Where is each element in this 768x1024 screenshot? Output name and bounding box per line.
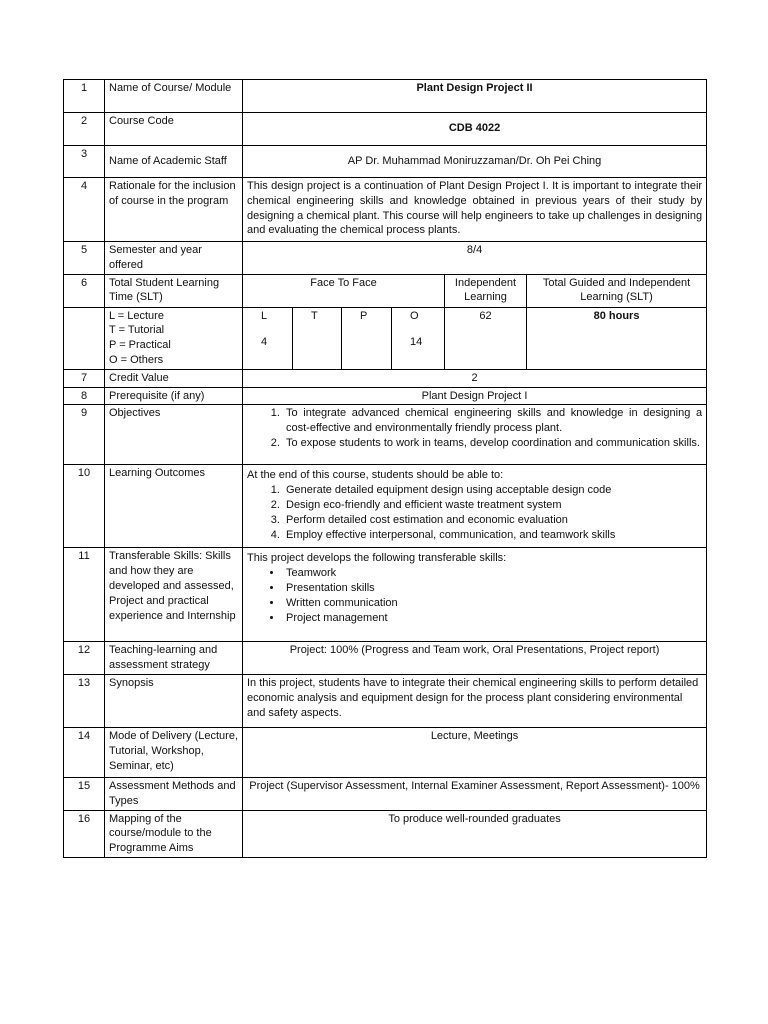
- course-code-value: CDB 4022: [243, 113, 707, 146]
- row-course-name: [64, 80, 707, 113]
- slt-col-label: P: [360, 309, 368, 322]
- teaching-strategy-value: Project: 100% (Progress and Team work, Oral Presentations, Project report): [243, 642, 707, 675]
- slt-practical: [342, 307, 392, 369]
- synopsis-value: In this project, students have to integrate their chemical engineering skills to perform detailed economic analysis and equipment design for the process plant considering environmental and safety aspects.: [243, 674, 707, 727]
- row-number: 8: [64, 387, 105, 405]
- row-transferable-skills: [64, 548, 707, 642]
- row-credit: [64, 369, 707, 387]
- slt-legend: [105, 307, 243, 369]
- row-label: Rationale for the inclusion of course in the program: [105, 178, 243, 242]
- skill-item: • Project management: [283, 611, 702, 626]
- independent-learning-header: Independent Learning: [445, 274, 527, 307]
- semester-value: 8/4: [243, 242, 707, 275]
- face-to-face-header: Face To Face: [243, 274, 445, 307]
- learning-outcomes-cell: [243, 465, 707, 548]
- total-guided-header: Total Guided and Independent Learning (SLT): [527, 274, 707, 307]
- academic-staff-value: AP Dr. Muhammad Moniruzzaman/Dr. Oh Pei Ching: [243, 146, 707, 178]
- row-objectives: [64, 405, 707, 465]
- objective-item: 2. To expose students to work in teams, develop coordination and communication skills.: [283, 436, 702, 451]
- row-label: Prerequisite (if any): [105, 387, 243, 405]
- row-label: Name of Course/ Module: [105, 80, 243, 113]
- row-label: Total Student Learning Time (SLT): [105, 274, 243, 307]
- row-assessment-methods: [64, 777, 707, 810]
- row-number: 11: [64, 548, 105, 642]
- row-label: Mapping of the course/module to the Programme Aims: [105, 810, 243, 857]
- slt-col-label: L: [261, 309, 268, 322]
- learning-outcome-item: 4. Employ effective interpersonal, communication, and teamwork skills: [283, 528, 702, 543]
- transferable-skills-cell: [243, 548, 707, 642]
- row-academic-staff: [64, 146, 707, 178]
- slt-others: [392, 307, 445, 369]
- row-synopsis: [64, 674, 707, 727]
- row-number: 16: [64, 810, 105, 857]
- skill-item: • Presentation skills: [283, 581, 702, 596]
- independent-learning-value: 62: [445, 307, 527, 369]
- rationale-value: This design project is a continuation of Plant Design Project I. It is important to integrate their chemical engineering skills and knowledge obtained in previous years of their study by designing a chemical plant. This course will help engineers to take up challenges in designing and evaluating the chemical process plants.: [243, 178, 707, 242]
- row-number: 3: [64, 146, 105, 178]
- row-slt-header: [64, 274, 707, 307]
- row-rationale: [64, 178, 707, 242]
- course-info-table: [63, 79, 707, 858]
- total-slt-value: 80 hours: [527, 307, 707, 369]
- learning-outcomes-intro: At the end of this course, students should be able to:: [247, 469, 504, 482]
- row-teaching-strategy: [64, 642, 707, 675]
- slt-others-value: 14: [410, 336, 423, 349]
- row-label: Mode of Delivery (Lecture, Tutorial, Workshop, Seminar, etc): [105, 727, 243, 777]
- row-label: Semester and year offered: [105, 242, 243, 275]
- row-course-code: [64, 113, 707, 146]
- slt-legend-item: P = Practical: [109, 339, 171, 352]
- learning-outcome-item: 1. Generate detailed equipment design using acceptable design code: [283, 483, 702, 498]
- transferable-skills-intro: This project develops the following transferable skills:: [247, 552, 507, 565]
- slt-lecture-value: 4: [261, 336, 268, 349]
- slt-col-label: O: [410, 309, 419, 322]
- slt-legend-item: L = Lecture: [109, 309, 164, 322]
- row-label: Assessment Methods and Types: [105, 777, 243, 810]
- slt-col-label: T: [311, 309, 318, 322]
- programme-mapping-value: To produce well-rounded graduates: [243, 810, 707, 857]
- row-number: 12: [64, 642, 105, 675]
- row-label: Transferable Skills: Skills and how they are developed and assessed, Project and practical experience and Internship: [105, 548, 243, 642]
- slt-legend-item: T = Tutorial: [109, 324, 165, 337]
- row-prerequisite: [64, 387, 707, 405]
- row-semester: [64, 242, 707, 275]
- row-number: 9: [64, 405, 105, 465]
- prerequisite-value: Plant Design Project I: [243, 387, 707, 405]
- objective-item: 1. To integrate advanced chemical engineering skills and knowledge in designing a cost-effective and environmentally friendly process plant.: [283, 406, 702, 436]
- row-number: 13: [64, 674, 105, 727]
- skill-item: • Teamwork: [283, 566, 702, 581]
- row-programme-mapping: [64, 810, 707, 857]
- row-label: Name of Academic Staff: [105, 146, 243, 178]
- row-label: Synopsis: [105, 674, 243, 727]
- row-label: Course Code: [105, 113, 243, 146]
- learning-outcome-item: 3. Perform detailed cost estimation and economic evaluation: [283, 513, 702, 528]
- row-number: 15: [64, 777, 105, 810]
- row-learning-outcomes: [64, 465, 707, 548]
- row-number: 1: [64, 80, 105, 113]
- row-number: 14: [64, 727, 105, 777]
- row-label: Credit Value: [105, 369, 243, 387]
- row-number: 2: [64, 113, 105, 146]
- row-number: 5: [64, 242, 105, 275]
- row-label: Learning Outcomes: [105, 465, 243, 548]
- slt-lecture: [243, 307, 293, 369]
- row-number: 10: [64, 465, 105, 548]
- learning-outcome-item: 2. Design eco-friendly and efficient waste treatment system: [283, 498, 702, 513]
- course-name-value: Plant Design Project II: [243, 80, 707, 113]
- row-number-blank: [64, 307, 105, 369]
- row-number: 6: [64, 274, 105, 307]
- objectives-list: [243, 405, 707, 465]
- row-number: 7: [64, 369, 105, 387]
- assessment-methods-value: Project (Supervisor Assessment, Internal Examiner Assessment, Report Assessment)- 100%: [243, 777, 707, 810]
- credit-value: 2: [243, 369, 707, 387]
- mode-of-delivery-value: Lecture, Meetings: [243, 727, 707, 777]
- slt-tutorial: [293, 307, 342, 369]
- row-number: 4: [64, 178, 105, 242]
- row-label: Teaching-learning and assessment strategy: [105, 642, 243, 675]
- slt-legend-item: O = Others: [109, 353, 164, 366]
- row-label: Objectives: [105, 405, 243, 465]
- row-mode-of-delivery: [64, 727, 707, 777]
- row-slt-values: [64, 307, 707, 369]
- skill-item: • Written communication: [283, 596, 702, 611]
